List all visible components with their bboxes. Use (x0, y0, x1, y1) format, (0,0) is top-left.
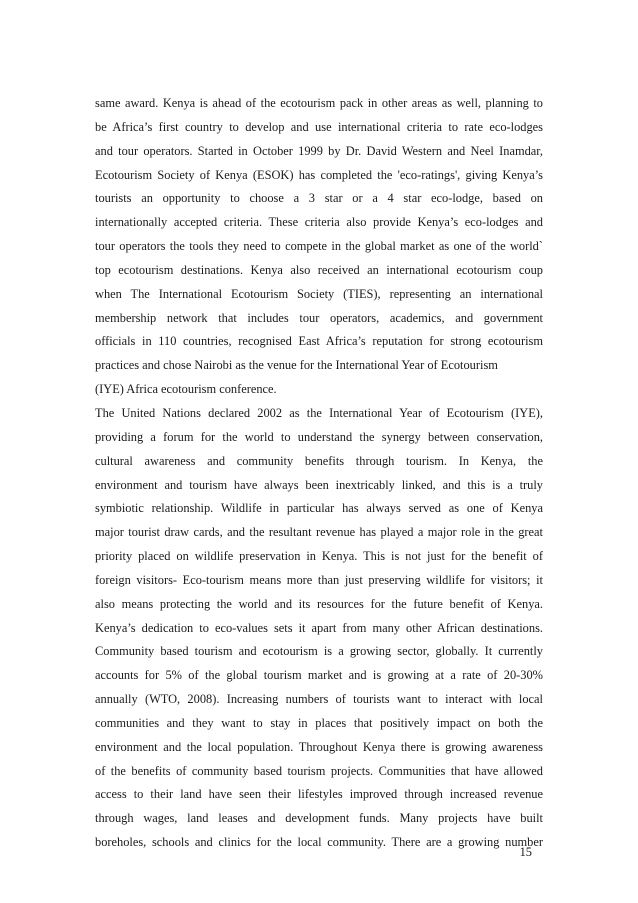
text-line: be Africa’s first country to develop and use international criteria to rate eco-lodges (95, 119, 543, 134)
page-number: 15 (519, 845, 532, 859)
text-line: same award. Kenya is ahead of the ecotourism pack in other areas as well, planning to (95, 96, 543, 110)
text-line: communities and they want to stay in places that positively impact on both the (95, 715, 543, 730)
body-text (95, 92, 543, 855)
text-line: foreign visitors- Eco-tourism means more than just preserving wildlife for visitors; it (95, 572, 543, 587)
text-line: and tour operators. Started in October 1999 by Dr. David Western and Neel Inamdar, (95, 143, 543, 158)
text-line: Kenya’s dedication to eco-values sets it apart from many other African destinations. (95, 620, 543, 635)
text-line: Community based tourism and ecotourism is a growing sector, globally. It currently (95, 644, 543, 659)
text-line: tourists an opportunity to choose a 3 star or a 4 star eco-lodge, based on (95, 191, 543, 206)
text-line: symbiotic relationship. Wildlife in particular has always served as one of Kenya (95, 501, 543, 516)
text-line: environment and tourism have always been inextricably linked, and this is a truly (95, 477, 543, 492)
text-line: also means protecting the world and its resources for the future benefit of Kenya. (95, 596, 543, 611)
text-line: environment and the local population. Throughout Kenya there is growing awareness (95, 739, 543, 754)
text-line: The United Nations declared 2002 as the International Year of Ecotourism (IYE), (95, 405, 543, 420)
text-line: of the benefits of community based tourism projects. Communities that have allowed (95, 763, 543, 778)
text-line: practices and chose Nairobi as the venue for the International Year of Ecotourism (95, 358, 498, 373)
text-line: major tourist draw cards, and the resultant revenue has played a major role in the great (95, 525, 543, 540)
text-line: (IYE) Africa ecotourism conference. (95, 382, 277, 397)
text-line: providing a forum for the world to understand the synergy between conservation, (95, 429, 543, 444)
text-line: cultural awareness and community benefits through tourism. In Kenya, the (95, 453, 543, 468)
text-line: accounts for 5% of the global tourism market and is growing at a rate of 20-30% (95, 668, 543, 683)
text-line: access to their land have seen their lifestyles improved through increased revenue (95, 787, 543, 802)
text-line: annually (WTO, 2008). Increasing numbers of tourists want to interact with local (95, 692, 543, 707)
text-line: internationally accepted criteria. These criteria also provide Kenya’s eco-lodges and (95, 215, 543, 230)
text-line: membership network that includes tour operators, academics, and government (95, 310, 543, 325)
text-line: tour operators the tools they need to compete in the global market as one of the world` (95, 239, 543, 254)
text-line: when The International Ecotourism Society (TIES), representing an international (95, 286, 543, 301)
text-line: Ecotourism Society of Kenya (ESOK) has completed the 'eco-ratings', giving Kenya’s (95, 167, 543, 182)
text-line: through wages, land leases and development funds. Many projects have built (95, 811, 543, 826)
text-line: officials in 110 countries, recognised East Africa’s reputation for strong ecotourism (95, 334, 543, 349)
text-line: boreholes, schools and clinics for the local community. There are a growing number (95, 835, 543, 850)
text-line: priority placed on wildlife preservation in Kenya. This is not just for the benefit of (95, 549, 543, 564)
text-line: top ecotourism destinations. Kenya also received an international ecotourism coup (95, 262, 543, 277)
